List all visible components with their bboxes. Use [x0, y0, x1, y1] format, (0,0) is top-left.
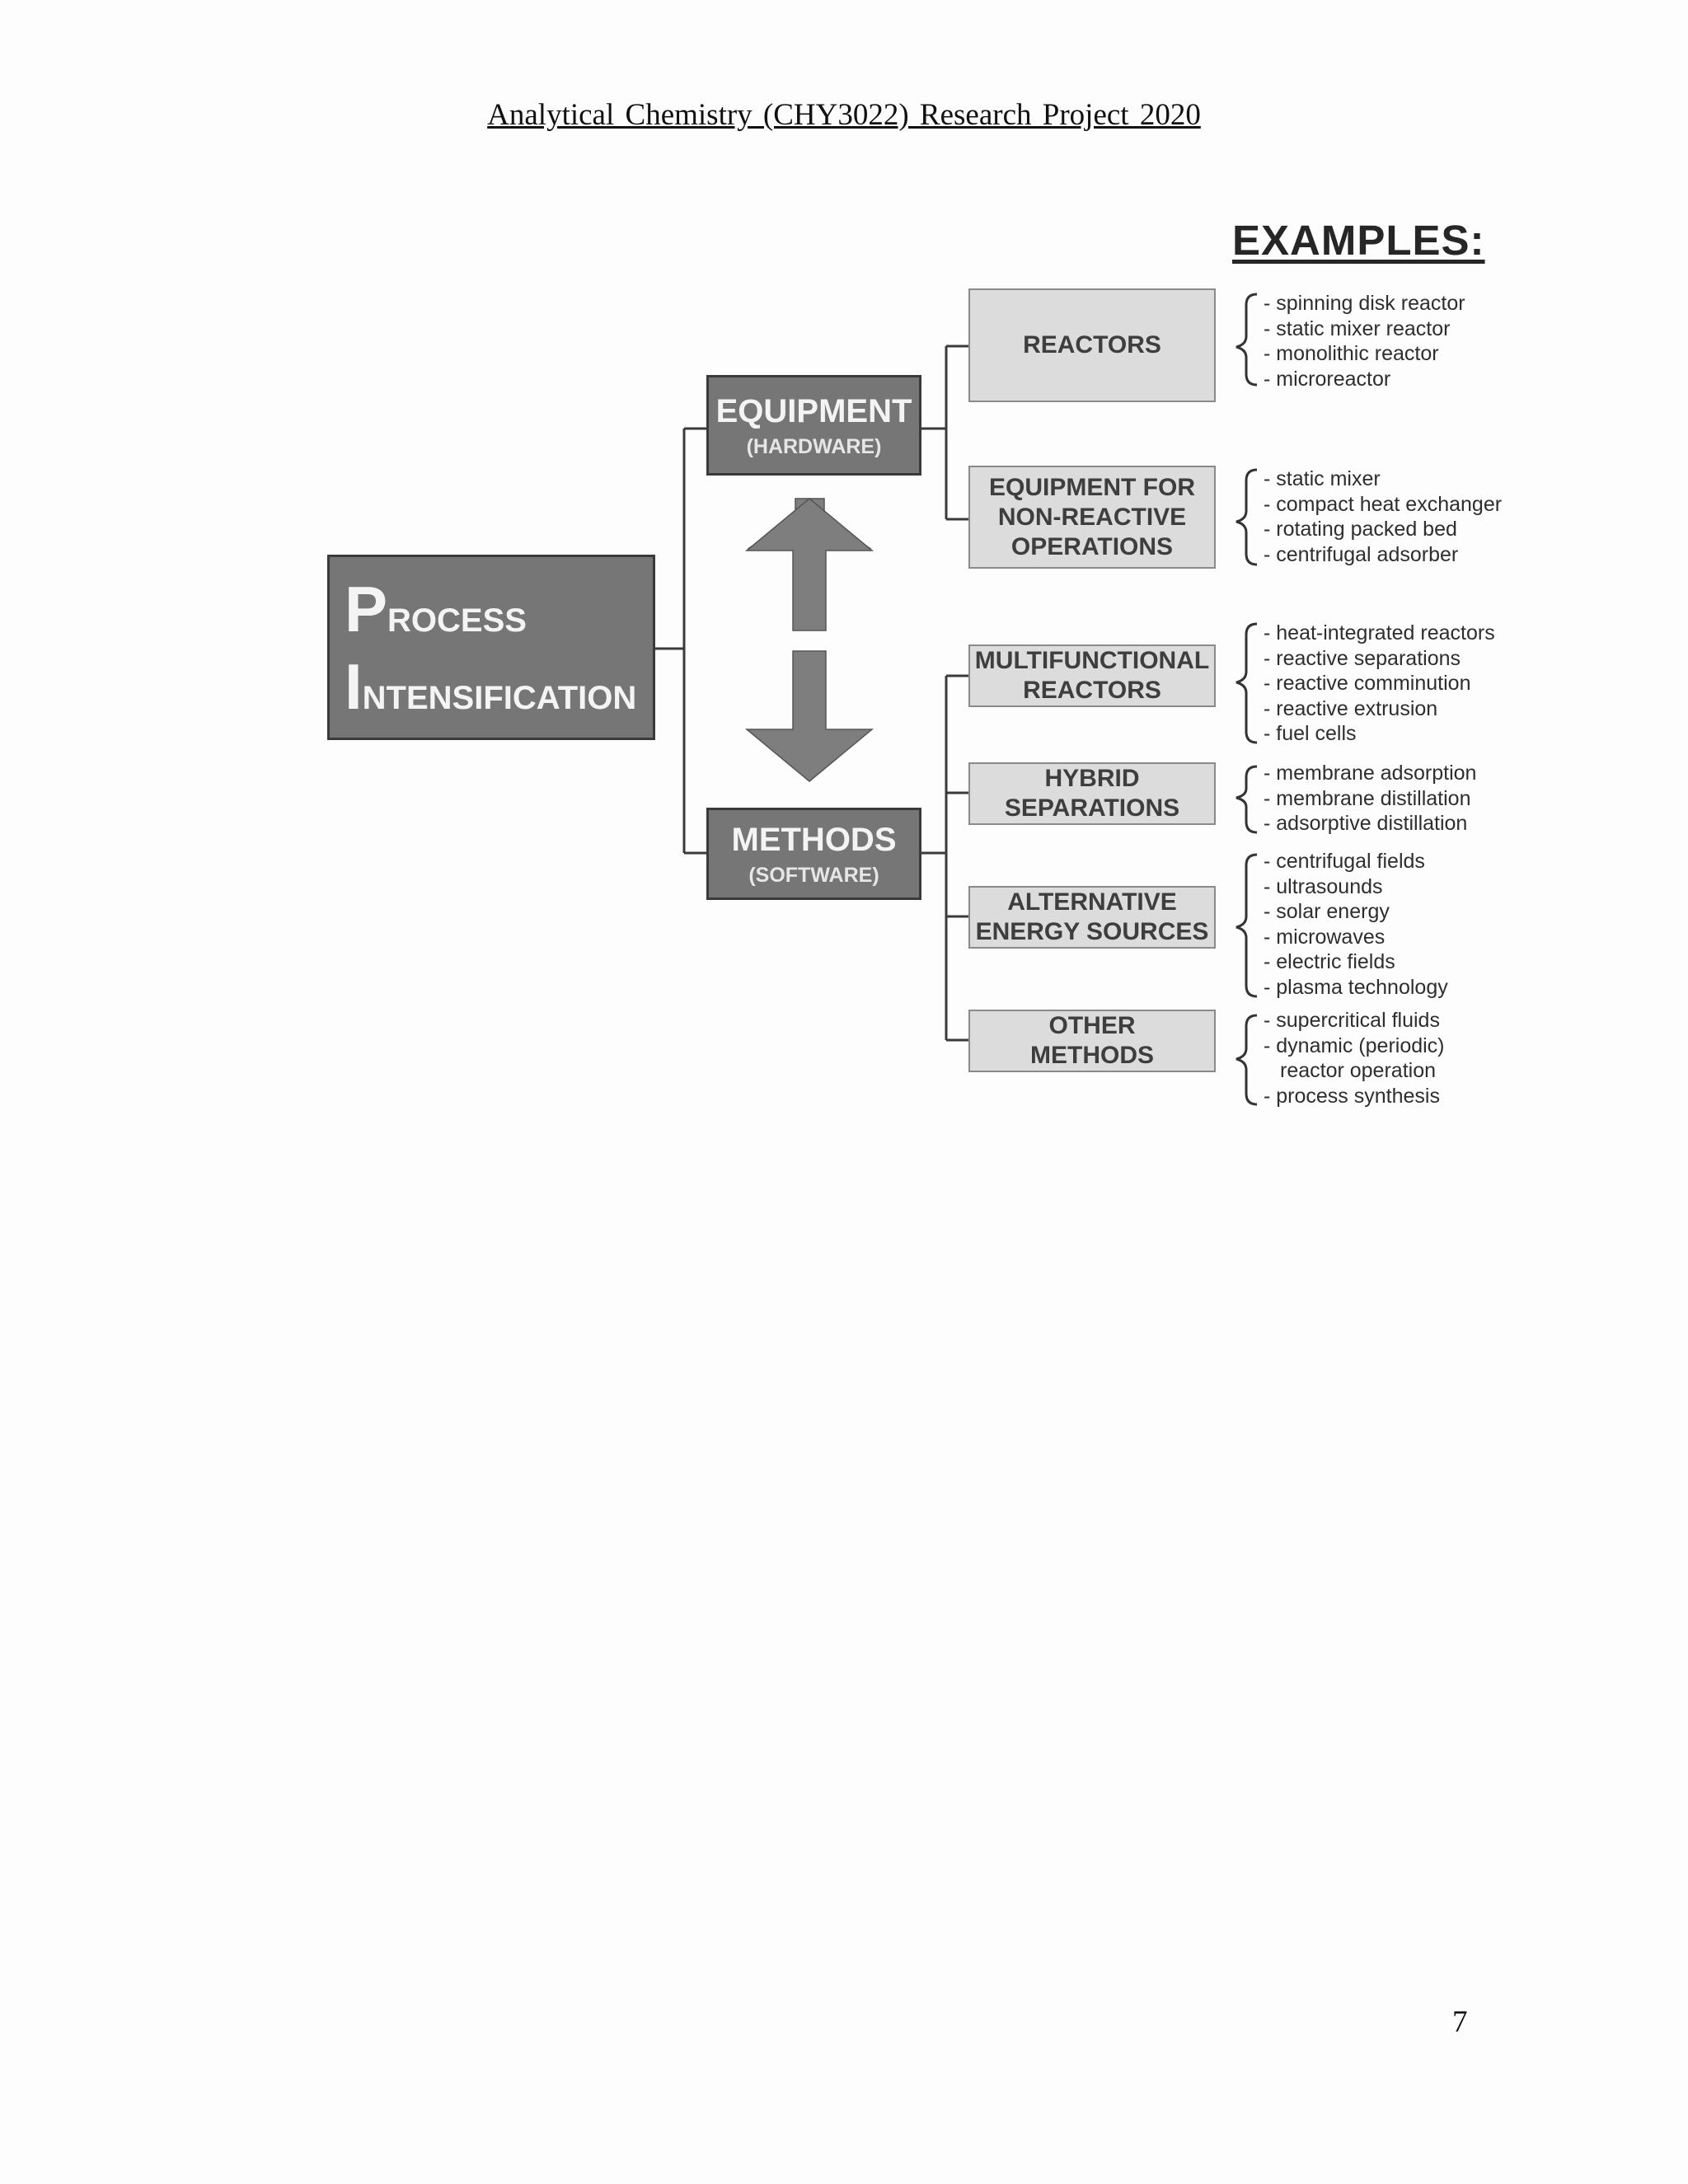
category-label: REACTORS: [1023, 677, 1161, 704]
examples-list-non-reactive: [1264, 466, 1502, 567]
brace-icon: [1236, 1015, 1257, 1104]
examples-list-reactors: [1264, 291, 1465, 391]
category-label: METHODS: [1030, 1042, 1154, 1069]
brace-icon: [1236, 624, 1257, 743]
example-item: - compact heat exchanger: [1264, 492, 1503, 516]
category-box-non-reactive-equipment: [968, 466, 1216, 569]
category-box-multifunctional-reactors: [968, 644, 1216, 707]
category-label: ALTERNATIVE: [1007, 888, 1177, 916]
category-label: EQUIPMENT FOR: [988, 473, 1195, 501]
brace-icon: [1236, 294, 1257, 385]
example-item: - fuel cells: [1264, 722, 1357, 745]
example-item: - centrifugal fields: [1264, 850, 1425, 873]
examples-list-hybrid: [1264, 761, 1476, 837]
example-item: - reactive separations: [1264, 646, 1461, 670]
example-item: - membrane distillation: [1264, 786, 1471, 810]
methods-software-box: [706, 808, 921, 900]
examples-title: EXAMPLES:: [1232, 217, 1485, 264]
example-item: - supercritical fluids: [1264, 1009, 1440, 1032]
category-label: HYBRID: [1044, 765, 1140, 792]
category-box-hybrid-separations: [968, 762, 1216, 825]
category-label: MULTIFUNCTIONAL: [974, 647, 1210, 674]
root-line-1: PROCESS: [345, 572, 527, 645]
category-label: SEPARATIONS: [1004, 794, 1180, 822]
page-number: 7: [1452, 2005, 1468, 2039]
example-item: - dynamic (periodic): [1264, 1033, 1445, 1057]
example-item: - heat-integrated reactors: [1264, 621, 1495, 644]
root-line-2: INTENSIFICATION: [345, 649, 637, 723]
example-item: - solar energy: [1264, 900, 1390, 923]
example-item: - microwaves: [1264, 925, 1386, 949]
example-item: - microreactor: [1264, 367, 1391, 391]
equipment-subtitle: (HARDWARE): [746, 435, 882, 458]
category-label: NON-REACTIVE: [997, 503, 1187, 531]
example-item: - rotating packed bed: [1264, 518, 1457, 541]
category-label: ENERGY SOURCES: [975, 918, 1209, 945]
example-item: - centrifugal adsorber: [1264, 542, 1459, 566]
example-item: - reactive extrusion: [1264, 696, 1438, 720]
example-item: - reactive comminution: [1264, 672, 1471, 695]
example-item: - adsorptive distillation: [1264, 812, 1468, 835]
brace-icons: [1236, 294, 1257, 1104]
brace-icon: [1236, 855, 1257, 996]
example-item: - static mixer reactor: [1264, 316, 1451, 340]
equipment-title: EQUIPMENT: [715, 393, 912, 429]
example-item: - membrane adsorption: [1264, 762, 1477, 785]
methods-title: METHODS: [731, 822, 897, 858]
example-item: - static mixer: [1264, 467, 1381, 490]
example-item: - plasma technology: [1264, 975, 1448, 999]
arrow-down-icon: [747, 651, 872, 781]
methods-subtitle: (SOFTWARE): [748, 864, 879, 887]
page-header: Analytical Chemistry (CHY3022) Research Project 2020: [487, 98, 1201, 132]
example-item: - ultrasounds: [1264, 874, 1383, 898]
category-label: REACTORS: [1023, 331, 1161, 359]
category-label: OPERATIONS: [1010, 532, 1174, 560]
brace-icon: [1236, 766, 1257, 832]
examples-list-other: [1264, 1008, 1445, 1108]
brace-icon: [1236, 470, 1257, 565]
arrow-up-icon: [747, 499, 872, 630]
example-item: - monolithic reactor: [1264, 342, 1439, 365]
category-box-reactors: [968, 288, 1216, 402]
equipment-hardware-box: [706, 375, 921, 476]
examples-list-energy: [1264, 849, 1448, 1000]
example-item: - electric fields: [1264, 950, 1395, 973]
examples-list-multifunctional: [1264, 621, 1495, 747]
category-label: OTHER: [1048, 1012, 1136, 1039]
example-item: - spinning disk reactor: [1264, 292, 1465, 315]
process-intensification-box: [327, 555, 655, 740]
example-item: - process synthesis: [1264, 1084, 1440, 1108]
category-box-alternative-energy: [968, 886, 1216, 949]
category-box-other-methods: [968, 1010, 1216, 1072]
example-item: reactor operation: [1280, 1059, 1437, 1082]
